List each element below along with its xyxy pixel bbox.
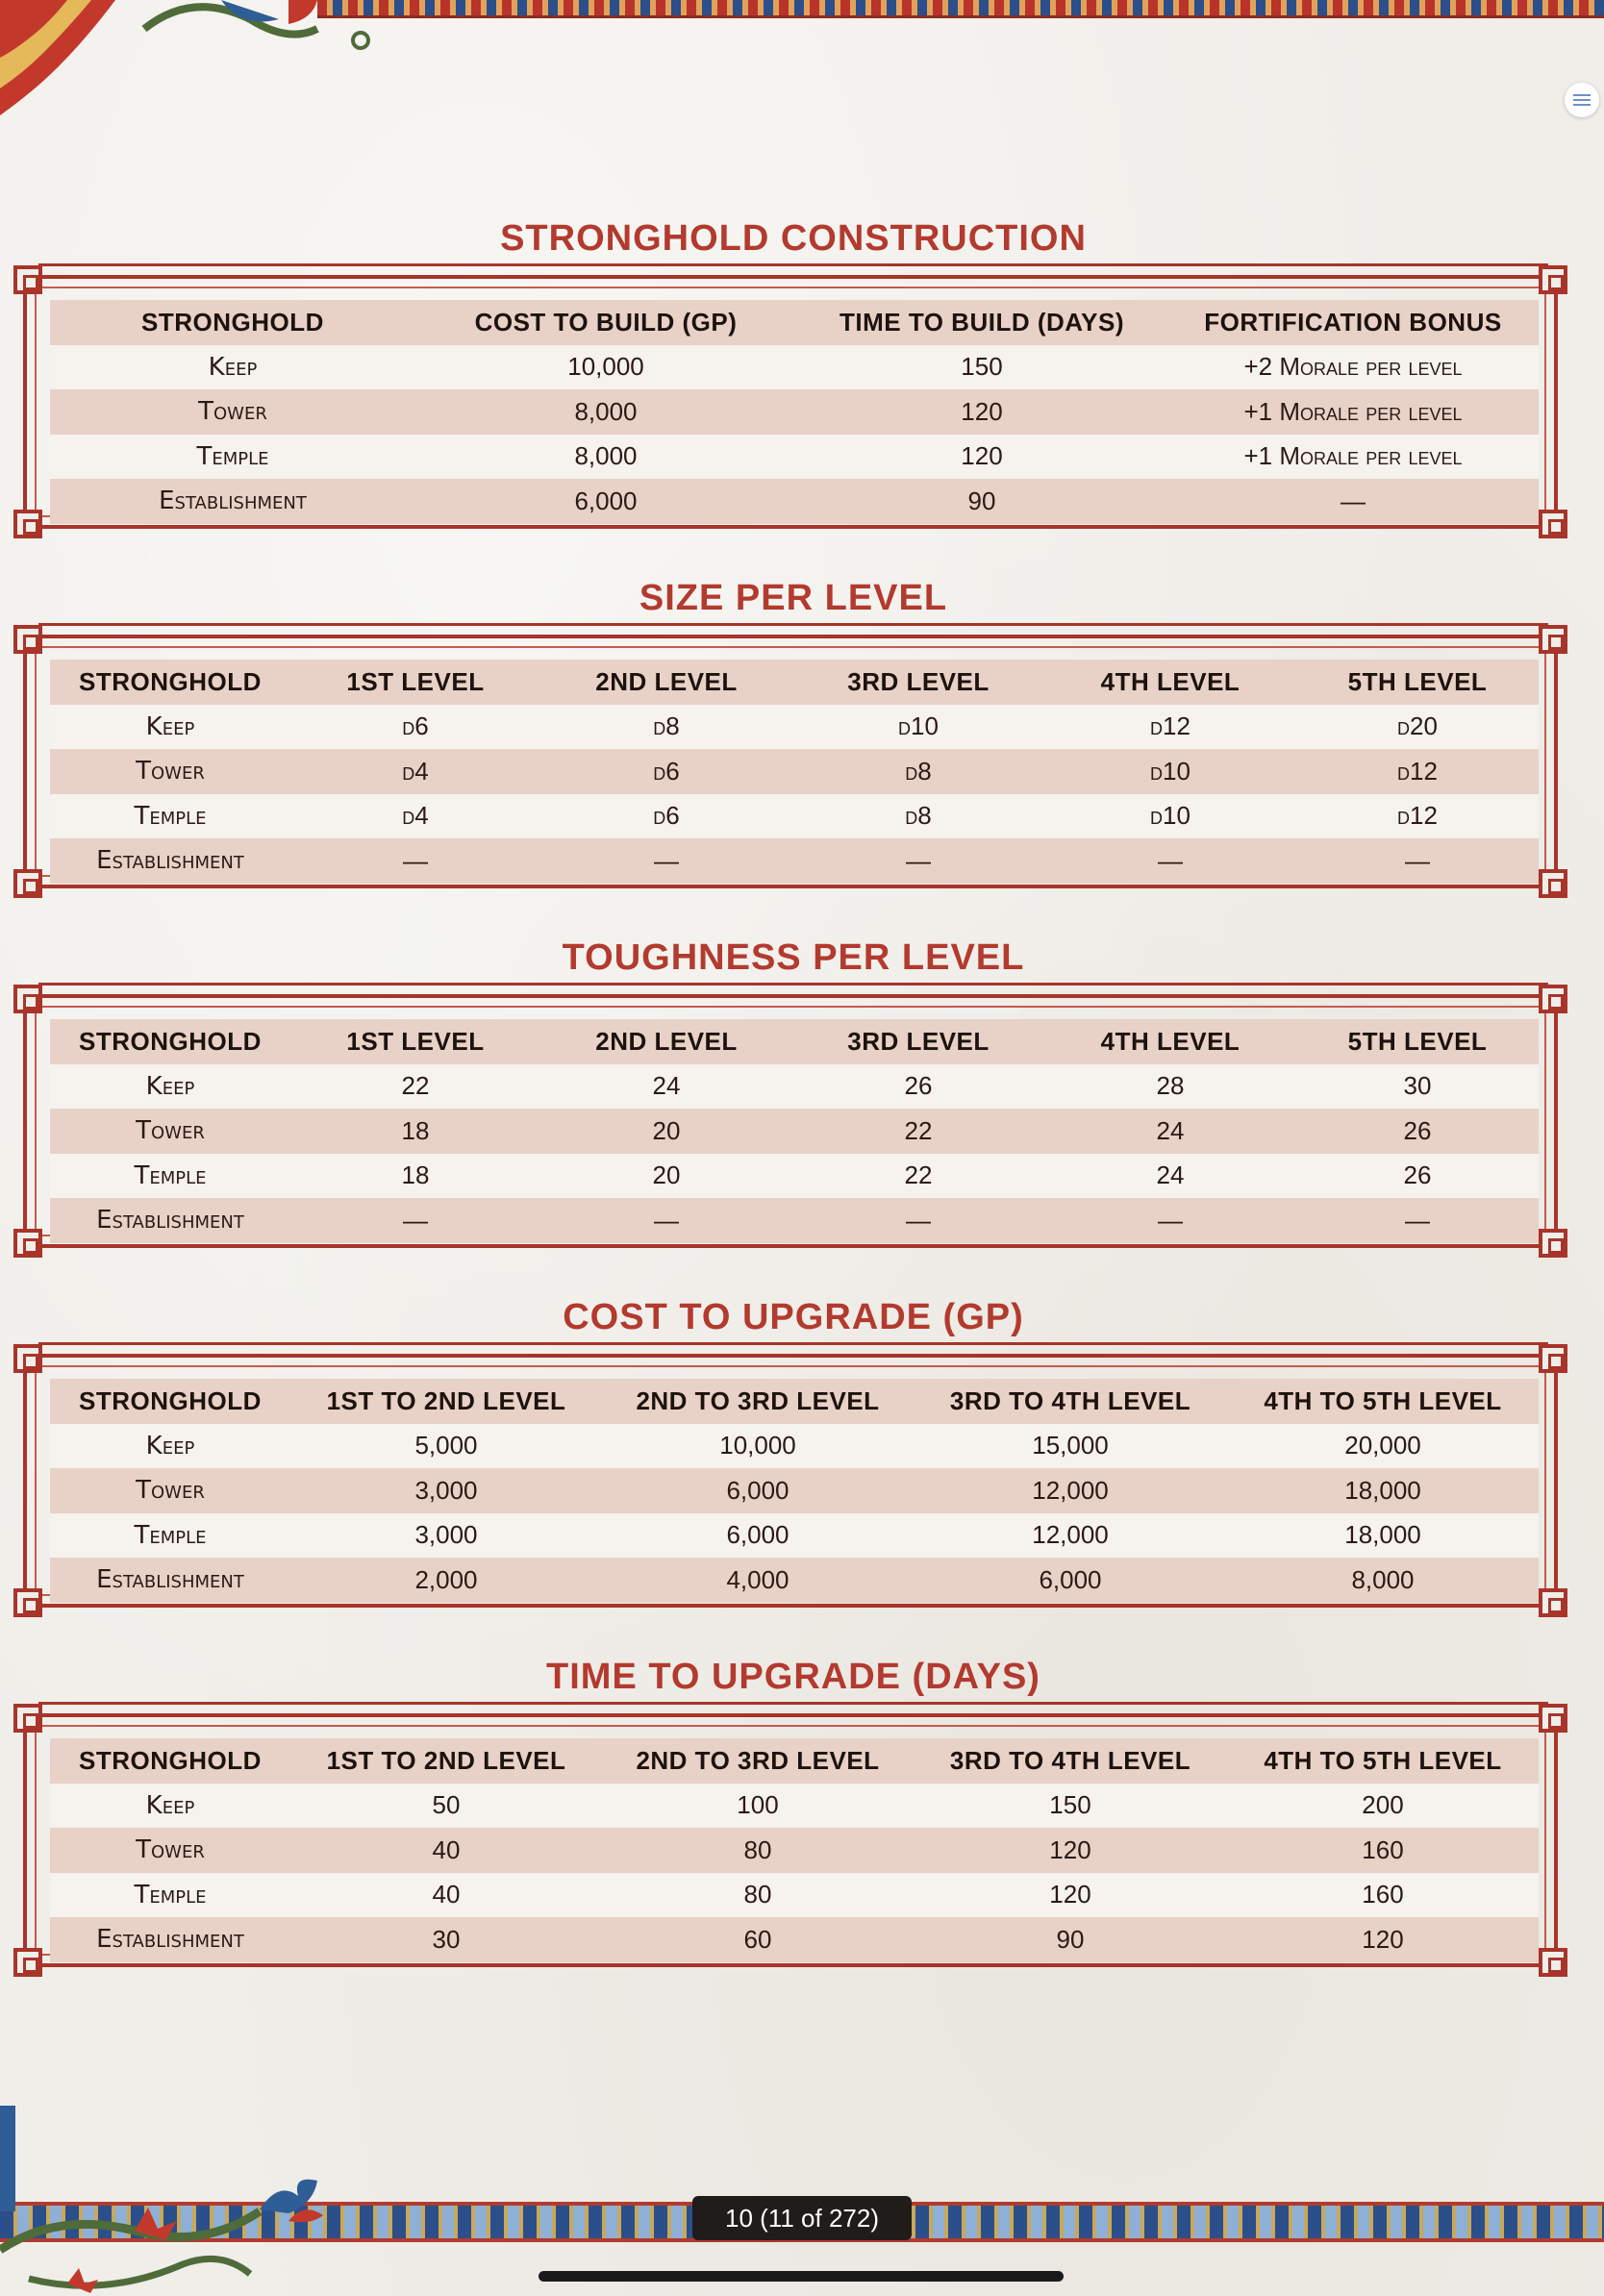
row-label: Keep [50,1064,290,1110]
row-label: Keep [50,1784,290,1829]
cell-value: 18 [290,1154,540,1199]
cell-value: d12 [1296,749,1539,794]
title-rule [38,623,1548,626]
row-label: Establishment [50,1917,290,1962]
cell-value: — [540,838,792,884]
cell-value: d12 [1044,705,1296,750]
cell-value: — [1044,1198,1296,1243]
bottom-left-illumination [0,2106,365,2296]
table-row [50,838,1539,884]
column-header: STRONGHOLD [50,1379,290,1424]
cell-value: — [1167,479,1539,524]
title-rule [38,1702,1548,1705]
table-row [50,1513,1539,1559]
cell-value: 160 [1227,1873,1539,1918]
list-lines-icon [1572,92,1591,108]
top-decorative-border [317,0,1604,18]
cell-value: 18 [290,1109,540,1154]
table-row [50,1873,1539,1918]
table-row [50,1917,1539,1962]
row-label: Temple [50,1513,290,1559]
section-title: SIZE PER LEVEL [639,578,948,618]
cell-value: 4,000 [602,1558,914,1603]
column-header: 4TH TO 5TH LEVEL [1227,1738,1539,1784]
cell-value: 15,000 [914,1424,1227,1469]
cell-value: 3,000 [290,1513,602,1559]
column-header: 1ST LEVEL [290,1019,540,1064]
cell-value: 50 [290,1784,602,1829]
cell-value: 40 [290,1873,602,1918]
table-row [50,1154,1539,1199]
column-header: STRONGHOLD [50,300,415,345]
cell-value: 18,000 [1227,1468,1539,1513]
column-header: 1ST LEVEL [290,660,540,705]
column-header: FORTIFICATION BONUS [1167,300,1539,345]
table-row [50,435,1539,480]
cell-value: d10 [1044,794,1296,839]
cell-value: 150 [914,1784,1227,1829]
table-row [50,749,1539,794]
title-rule [38,263,1548,266]
cell-value: — [792,838,1044,884]
row-label: Keep [50,705,290,750]
row-label: Establishment [50,1558,290,1603]
cell-value: 6,000 [415,479,796,524]
cell-value: 3,000 [290,1468,602,1513]
cell-value: +1 Morale per level [1167,389,1539,435]
table-row [50,479,1539,524]
column-header: 3RD TO 4TH LEVEL [914,1379,1227,1424]
cost-to-upgrade-table [50,1379,1539,1603]
table-header-row [50,1019,1539,1064]
cell-value: 80 [602,1873,914,1918]
table-row [50,345,1539,390]
title-rule [38,1342,1548,1345]
row-label: Establishment [50,1198,290,1243]
table-row [50,1064,1539,1110]
column-header: 3RD LEVEL [792,660,1044,705]
cell-value: d8 [540,705,792,750]
time-to-upgrade-table [50,1738,1539,1962]
table-row [50,1198,1539,1243]
cell-value: d4 [290,749,540,794]
cell-value: d8 [792,749,1044,794]
cell-value: 10,000 [602,1424,914,1469]
cell-value: d6 [290,705,540,750]
cell-value: 22 [792,1154,1044,1199]
table-row [50,389,1539,435]
row-label: Tower [50,1468,290,1513]
cell-value: 22 [290,1064,540,1110]
cell-value: 5,000 [290,1424,602,1469]
cell-value: 12,000 [914,1468,1227,1513]
table-row [50,705,1539,750]
table-header-row [50,660,1539,705]
table-frame [23,1713,1558,1967]
cell-value: 200 [1227,1784,1539,1829]
table-frame [23,994,1558,1248]
row-label: Tower [50,1109,290,1154]
table-header-row [50,1379,1539,1424]
table-frame [23,635,1558,888]
cell-value: — [792,1198,1044,1243]
cell-value: — [290,1198,540,1243]
cell-value: 120 [914,1828,1227,1873]
row-label: Keep [50,1424,290,1469]
table-frame [23,1354,1558,1608]
cell-value: d8 [792,794,1044,839]
cell-value: 90 [914,1917,1227,1962]
cell-value: 26 [1296,1154,1539,1199]
cell-value: 6,000 [914,1558,1227,1603]
cell-value: 8,000 [415,389,796,435]
cell-value: d6 [540,794,792,839]
cell-value: 8,000 [415,435,796,480]
cell-value: d20 [1296,705,1539,750]
cell-value: 120 [914,1873,1227,1918]
table-frame [23,275,1558,529]
cell-value: — [1296,1198,1539,1243]
row-label: Temple [50,1154,290,1199]
column-header: STRONGHOLD [50,660,290,705]
cell-value: d4 [290,794,540,839]
table-header-row [50,1738,1539,1784]
cell-value: 12,000 [914,1513,1227,1559]
cell-value: — [1044,838,1296,884]
section-title: COST TO UPGRADE (GP) [563,1297,1024,1337]
cell-value: 10,000 [415,345,796,390]
cell-value: 6,000 [602,1468,914,1513]
cell-value: d10 [792,705,1044,750]
table-row [50,1109,1539,1154]
cell-value: 22 [792,1109,1044,1154]
cell-value: 120 [796,389,1167,435]
cell-value: 150 [796,345,1167,390]
cell-value: 30 [290,1917,602,1962]
top-left-illumination [0,0,385,125]
cell-value: 26 [1296,1109,1539,1154]
table-row [50,1468,1539,1513]
cell-value: d12 [1296,794,1539,839]
section-title: TOUGHNESS PER LEVEL [562,937,1025,978]
cell-value: 160 [1227,1828,1539,1873]
menu-button[interactable] [1565,83,1599,117]
column-header: 2ND TO 3RD LEVEL [602,1379,914,1424]
toughness-per-level-table [50,1019,1539,1243]
column-header: TIME TO BUILD (DAYS) [796,300,1167,345]
cell-value: 28 [1044,1064,1296,1110]
cell-value: 90 [796,479,1167,524]
title-rule [38,983,1548,986]
cell-value: — [1296,838,1539,884]
cell-value: 24 [540,1064,792,1110]
page-indicator: 10 (11 of 272) [692,2196,912,2240]
cell-value: 30 [1296,1064,1539,1110]
cell-value: — [540,1198,792,1243]
cell-value: 20 [540,1109,792,1154]
section-title: STRONGHOLD CONSTRUCTION [500,218,1087,259]
row-label: Temple [50,435,415,480]
column-header: STRONGHOLD [50,1738,290,1784]
column-header: STRONGHOLD [50,1019,290,1064]
column-header: 4TH LEVEL [1044,660,1296,705]
column-header: 2ND TO 3RD LEVEL [602,1738,914,1784]
size-per-level-table [50,660,1539,884]
column-header: 1ST TO 2ND LEVEL [290,1738,602,1784]
cell-value: d10 [1044,749,1296,794]
column-header: 4TH LEVEL [1044,1019,1296,1064]
cell-value: 26 [792,1064,1044,1110]
cell-value: 80 [602,1828,914,1873]
row-label: Establishment [50,838,290,884]
column-header: 2ND LEVEL [540,1019,792,1064]
cell-value: 20,000 [1227,1424,1539,1469]
cell-value: d6 [540,749,792,794]
stronghold-construction-table [50,300,1539,524]
cell-value: 60 [602,1917,914,1962]
home-indicator-bar[interactable] [539,2271,1064,2282]
table-header-row [50,300,1539,345]
row-label: Temple [50,794,290,839]
column-header: 2ND LEVEL [540,660,792,705]
cell-value: +2 Morale per level [1167,345,1539,390]
column-header: COST TO BUILD (GP) [415,300,796,345]
row-label: Tower [50,749,290,794]
cell-value: 24 [1044,1109,1296,1154]
cell-value: 120 [1227,1917,1539,1962]
cell-value: 120 [796,435,1167,480]
cell-value: 40 [290,1828,602,1873]
table-row [50,1828,1539,1873]
section-title: TIME TO UPGRADE (DAYS) [546,1657,1040,1697]
cell-value: 20 [540,1154,792,1199]
table-row [50,1558,1539,1603]
table-row [50,794,1539,839]
column-header: 5TH LEVEL [1296,1019,1539,1064]
cell-value: 100 [602,1784,914,1829]
cell-value: 6,000 [602,1513,914,1559]
cell-value: 18,000 [1227,1513,1539,1559]
column-header: 4TH TO 5TH LEVEL [1227,1379,1539,1424]
column-header: 3RD LEVEL [792,1019,1044,1064]
row-label: Keep [50,345,415,390]
cell-value: +1 Morale per level [1167,435,1539,480]
column-header: 3RD TO 4TH LEVEL [914,1738,1227,1784]
column-header: 1ST TO 2ND LEVEL [290,1379,602,1424]
cell-value: 8,000 [1227,1558,1539,1603]
cell-value: 2,000 [290,1558,602,1603]
table-row [50,1784,1539,1829]
cell-value: 24 [1044,1154,1296,1199]
row-label: Establishment [50,479,415,524]
column-header: 5TH LEVEL [1296,660,1539,705]
row-label: Tower [50,389,415,435]
table-row [50,1424,1539,1469]
row-label: Tower [50,1828,290,1873]
cell-value: — [290,838,540,884]
row-label: Temple [50,1873,290,1918]
